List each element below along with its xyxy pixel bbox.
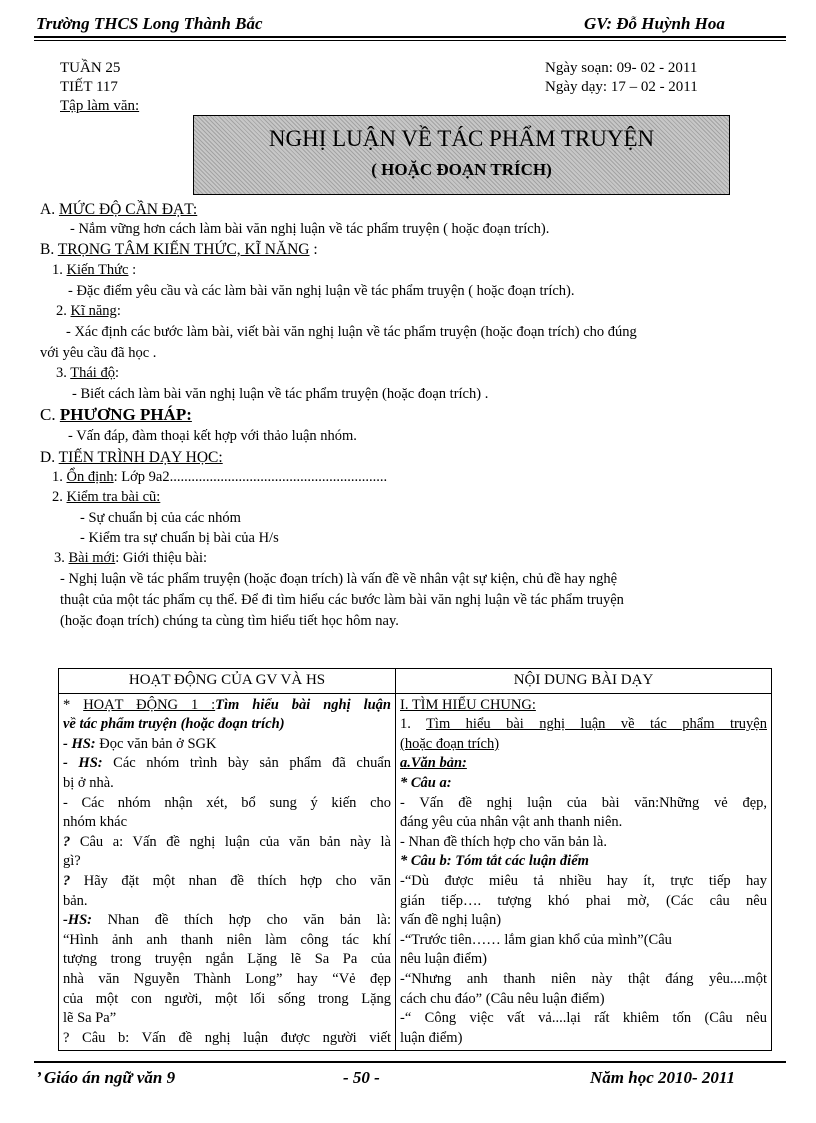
hs-answer-1 bbox=[63, 911, 391, 931]
lesson-title-box bbox=[193, 115, 730, 195]
hs-text-1: Đọc văn bản ở SGK bbox=[95, 735, 217, 752]
hs-answer-2: “Hình ảnh anh thanh niên làm công tác khí bbox=[63, 931, 391, 948]
b1-title: Kiến Thức bbox=[66, 262, 129, 278]
header-teacher: GV: Đỗ Huỳnh Hoa bbox=[584, 14, 725, 33]
table-row bbox=[59, 693, 772, 1051]
section-b-label: B. bbox=[40, 241, 58, 258]
question-a-2: gì? bbox=[63, 853, 81, 870]
d1-text: : Lớp 9a2............................................................ bbox=[113, 469, 388, 485]
section-b-heading bbox=[40, 240, 776, 259]
lesson-title: NGHỊ LUẬN VỀ TÁC PHẨM TRUYỆN bbox=[268, 126, 655, 151]
d3-title: Bài mới bbox=[68, 550, 116, 566]
prep-date: Ngày soạn: 09- 02 - 2011 bbox=[545, 60, 698, 76]
activity-desc-2: về tác phẩm truyện (hoặc đoạn trích) bbox=[63, 716, 285, 733]
hs-answer-3: tượng trong truyện ngắn Lặng lẽ Sa Pa của bbox=[63, 951, 391, 968]
section-b-tail: : bbox=[309, 241, 318, 258]
content-point-2b: nêu luận điểm) bbox=[400, 951, 487, 968]
lesson-table bbox=[58, 668, 772, 1051]
header-activities: HOẠT ĐỘNG CỦA GV VÀ HS bbox=[59, 669, 396, 694]
section-b-title: TRỌNG TÂM KIẾN THỨC, KĨ NĂNG bbox=[57, 241, 310, 258]
header-school: Trường THCS Long Thành Bắc bbox=[36, 14, 263, 33]
section-c-title: PHƯƠNG PHÁP: bbox=[59, 405, 192, 424]
hs-line-2 bbox=[63, 754, 391, 774]
hs-label-4: -HS: bbox=[63, 912, 92, 929]
week-label: TUẦN 25 bbox=[60, 60, 121, 76]
b3-num: 3. bbox=[56, 365, 71, 381]
question-b: ? Câu b: Vấn đề nghị luận được người viết bbox=[63, 1029, 391, 1046]
table-header-row bbox=[59, 669, 772, 694]
hs-line-1 bbox=[63, 735, 391, 755]
b1-num: 1. bbox=[52, 262, 67, 278]
d3-heading bbox=[54, 549, 776, 568]
footer-page: - 50 - bbox=[343, 1068, 380, 1087]
period-label: TIẾT 117 bbox=[60, 79, 118, 95]
question-a-1 bbox=[63, 833, 391, 853]
content-point-1c: vấn đề nghị luận) bbox=[400, 912, 502, 929]
b2-num: 2. bbox=[56, 303, 71, 319]
d1-line bbox=[52, 468, 776, 487]
content-heading: I. TÌM HIỂU CHUNG: bbox=[400, 696, 536, 713]
content-point-1b: gián tiếp…. tượng khó phai mờ, (Các câu nêu bbox=[400, 892, 767, 909]
activities-cell bbox=[59, 693, 396, 1051]
question-mark-1: ? bbox=[63, 833, 71, 850]
d1-num: 1. bbox=[52, 469, 67, 485]
footer-rule bbox=[34, 1061, 786, 1063]
b1-text: - Đặc điểm yêu cầu và các làm bài văn nghị luận về tác phẩm truyện ( hoặc đoạn trích). bbox=[68, 283, 575, 299]
b2-text-1: - Xác định các bước làm bài, viết bài văn nghị luận về tác phẩm truyện (hoặc đoạn trích) cho đúng bbox=[66, 324, 637, 340]
content-sub-num: 1. bbox=[400, 716, 427, 733]
content-text-label: a.Văn bản: bbox=[400, 755, 467, 772]
section-a-title: MỨC ĐỘ CẦN ĐẠT: bbox=[58, 201, 198, 218]
b3-title: Thái độ bbox=[70, 365, 115, 381]
activity-desc-1: Tìm hiểu bài nghị luận bbox=[215, 696, 391, 713]
footer-mark: ’ bbox=[36, 1068, 42, 1087]
b1-tail: : bbox=[128, 262, 137, 278]
activity-star: * bbox=[63, 696, 84, 713]
content-question-b: * Câu b: Tóm tắt các luận điểm bbox=[400, 853, 589, 870]
section-a-heading bbox=[40, 200, 776, 219]
content-cell bbox=[396, 693, 772, 1051]
hs-text-2b: bị ở nhà. bbox=[63, 774, 114, 791]
b2-title: Kĩ năng bbox=[70, 303, 117, 319]
content-question-a: * Câu a: bbox=[400, 774, 452, 791]
footer-year: Năm học 2010- 2011 bbox=[590, 1068, 735, 1087]
activity-label: HOẠT ĐỘNG 1 : bbox=[83, 696, 216, 713]
lesson-subtitle: ( HOẶC ĐOẠN TRÍCH) bbox=[371, 160, 552, 179]
section-d-label: D. bbox=[40, 449, 59, 466]
content-point-3a: -“Nhưng anh thanh niên này thật đáng yêu....một bbox=[400, 970, 767, 987]
b3-tail: : bbox=[114, 365, 119, 381]
question-title-2: bản. bbox=[63, 892, 88, 909]
content-answer-a-1: - Vấn đề nghị luận của bài văn:Những vẻ đẹp, bbox=[400, 794, 767, 811]
d2-item-1: - Sự chuẩn bị của các nhóm bbox=[80, 510, 241, 526]
b2-text-2: với yêu cầu đã học . bbox=[40, 345, 157, 361]
content-point-4b: luận điểm) bbox=[400, 1029, 463, 1046]
question-a-text: Câu a: Vấn đề nghị luận của văn bản này là bbox=[70, 833, 391, 850]
hs-answer-4: nhà văn Nguyễn Thành Long” hay “Vẻ đẹp bbox=[63, 970, 391, 987]
d3-paragraph-3: (hoặc đoạn trích) chúng ta cùng tìm hiểu tiết học hôm nay. bbox=[60, 613, 399, 629]
question-mark-2: ? bbox=[63, 872, 71, 889]
content-answer-a-2: đáng yêu của nhân vật anh thanh niên. bbox=[400, 814, 623, 831]
d3-text: : Giới thiệu bài: bbox=[115, 550, 208, 566]
header-content: NỘI DUNG BÀI DẠY bbox=[396, 669, 772, 694]
groups-comment-2: nhóm khác bbox=[63, 814, 128, 831]
d1-title: Ổn định bbox=[66, 469, 114, 485]
d3-num: 3. bbox=[54, 550, 69, 566]
content-sub-text: Tìm hiểu bài nghị luận về tác phẩm truyện bbox=[426, 716, 767, 733]
content-sub-1 bbox=[400, 715, 767, 735]
content-point-3b: cách chu đáo” (Câu nêu luận điểm) bbox=[400, 990, 605, 1007]
hs-label-1: - HS: bbox=[63, 735, 96, 752]
b2-heading bbox=[56, 302, 776, 321]
content-point-2a: -“Trước tiên…… lắm gian khổ của mình”(Câu bbox=[400, 931, 672, 948]
section-a-label: A. bbox=[40, 201, 59, 218]
b3-heading bbox=[56, 364, 776, 383]
d2-num: 2. bbox=[52, 489, 67, 505]
b1-heading bbox=[52, 261, 776, 280]
d3-paragraph-1: - Nghị luận về tác phẩm truyện (hoặc đoạn trích) là vấn đề về nhân vật sự kiện, chủ đề hay nghệ bbox=[60, 571, 618, 587]
groups-comment-1: - Các nhóm nhận xét, bổ sung ý kiến cho bbox=[63, 794, 391, 811]
d2-item-2: - Kiểm tra sự chuẩn bị bài của H/s bbox=[80, 530, 279, 546]
section-c-label: C. bbox=[40, 405, 60, 424]
section-a-text: - Nắm vững hơn cách làm bài văn nghị luận về tác phẩm truyện ( hoặc đoạn trích). bbox=[70, 221, 550, 237]
content-title-note: - Nhan đề thích hợp cho văn bản là. bbox=[400, 833, 607, 850]
section-c-text: - Vấn đáp, đàm thoại kết hợp với thảo luận nhóm. bbox=[68, 428, 357, 444]
teach-date: Ngày dạy: 17 – 02 - 2011 bbox=[545, 79, 698, 95]
hs-label-2: - HS: bbox=[63, 755, 103, 772]
footer-book: Giáo án ngữ văn 9 bbox=[44, 1068, 176, 1087]
content-point-4a: -“ Công việc vất vả....lại rất khiêm tốn (Câu nêu bbox=[400, 1010, 767, 1027]
content-sub-2: (hoặc đoạn trích) bbox=[400, 735, 500, 752]
hs-answer-6: lẽ Sa Pa” bbox=[63, 1010, 117, 1027]
hs-text-2a: Các nhóm trình bày sản phẩm đã chuẩn bbox=[102, 755, 392, 772]
b2-tail: : bbox=[116, 303, 121, 319]
activity-1-title bbox=[63, 696, 391, 716]
header-rule-thin bbox=[34, 40, 786, 41]
d2-title: Kiểm tra bài cũ: bbox=[66, 489, 161, 505]
header-rule bbox=[34, 36, 786, 38]
subject-label: Tập làm văn: bbox=[60, 98, 140, 114]
section-c-heading bbox=[40, 405, 776, 424]
content-point-1a: -“Dù được miêu tả nhiều hay ít, trực tiếp hay bbox=[400, 872, 767, 889]
b3-text: - Biết cách làm bài văn nghị luận về tác phẩm truyện (hoặc đoạn trích) . bbox=[72, 386, 489, 402]
section-d-title: TIẾN TRÌNH DẠY HỌC: bbox=[58, 449, 223, 466]
question-title-text: Hãy đặt một nhan đề thích hợp cho văn bbox=[70, 872, 391, 889]
question-title-1 bbox=[63, 872, 391, 892]
hs-answer-5: của một con người, một lối sống trong Lặng bbox=[63, 990, 391, 1007]
hs-answer-text: Nhan đề thích hợp cho văn bản là: bbox=[92, 912, 391, 929]
section-d-heading bbox=[40, 448, 776, 467]
d3-paragraph-2: thuật của một tác phẩm cụ thể. Để đi tìm hiểu các bước làm bài văn nghị luận về tác phẩm truyện bbox=[60, 592, 624, 608]
d2-heading bbox=[52, 488, 776, 507]
